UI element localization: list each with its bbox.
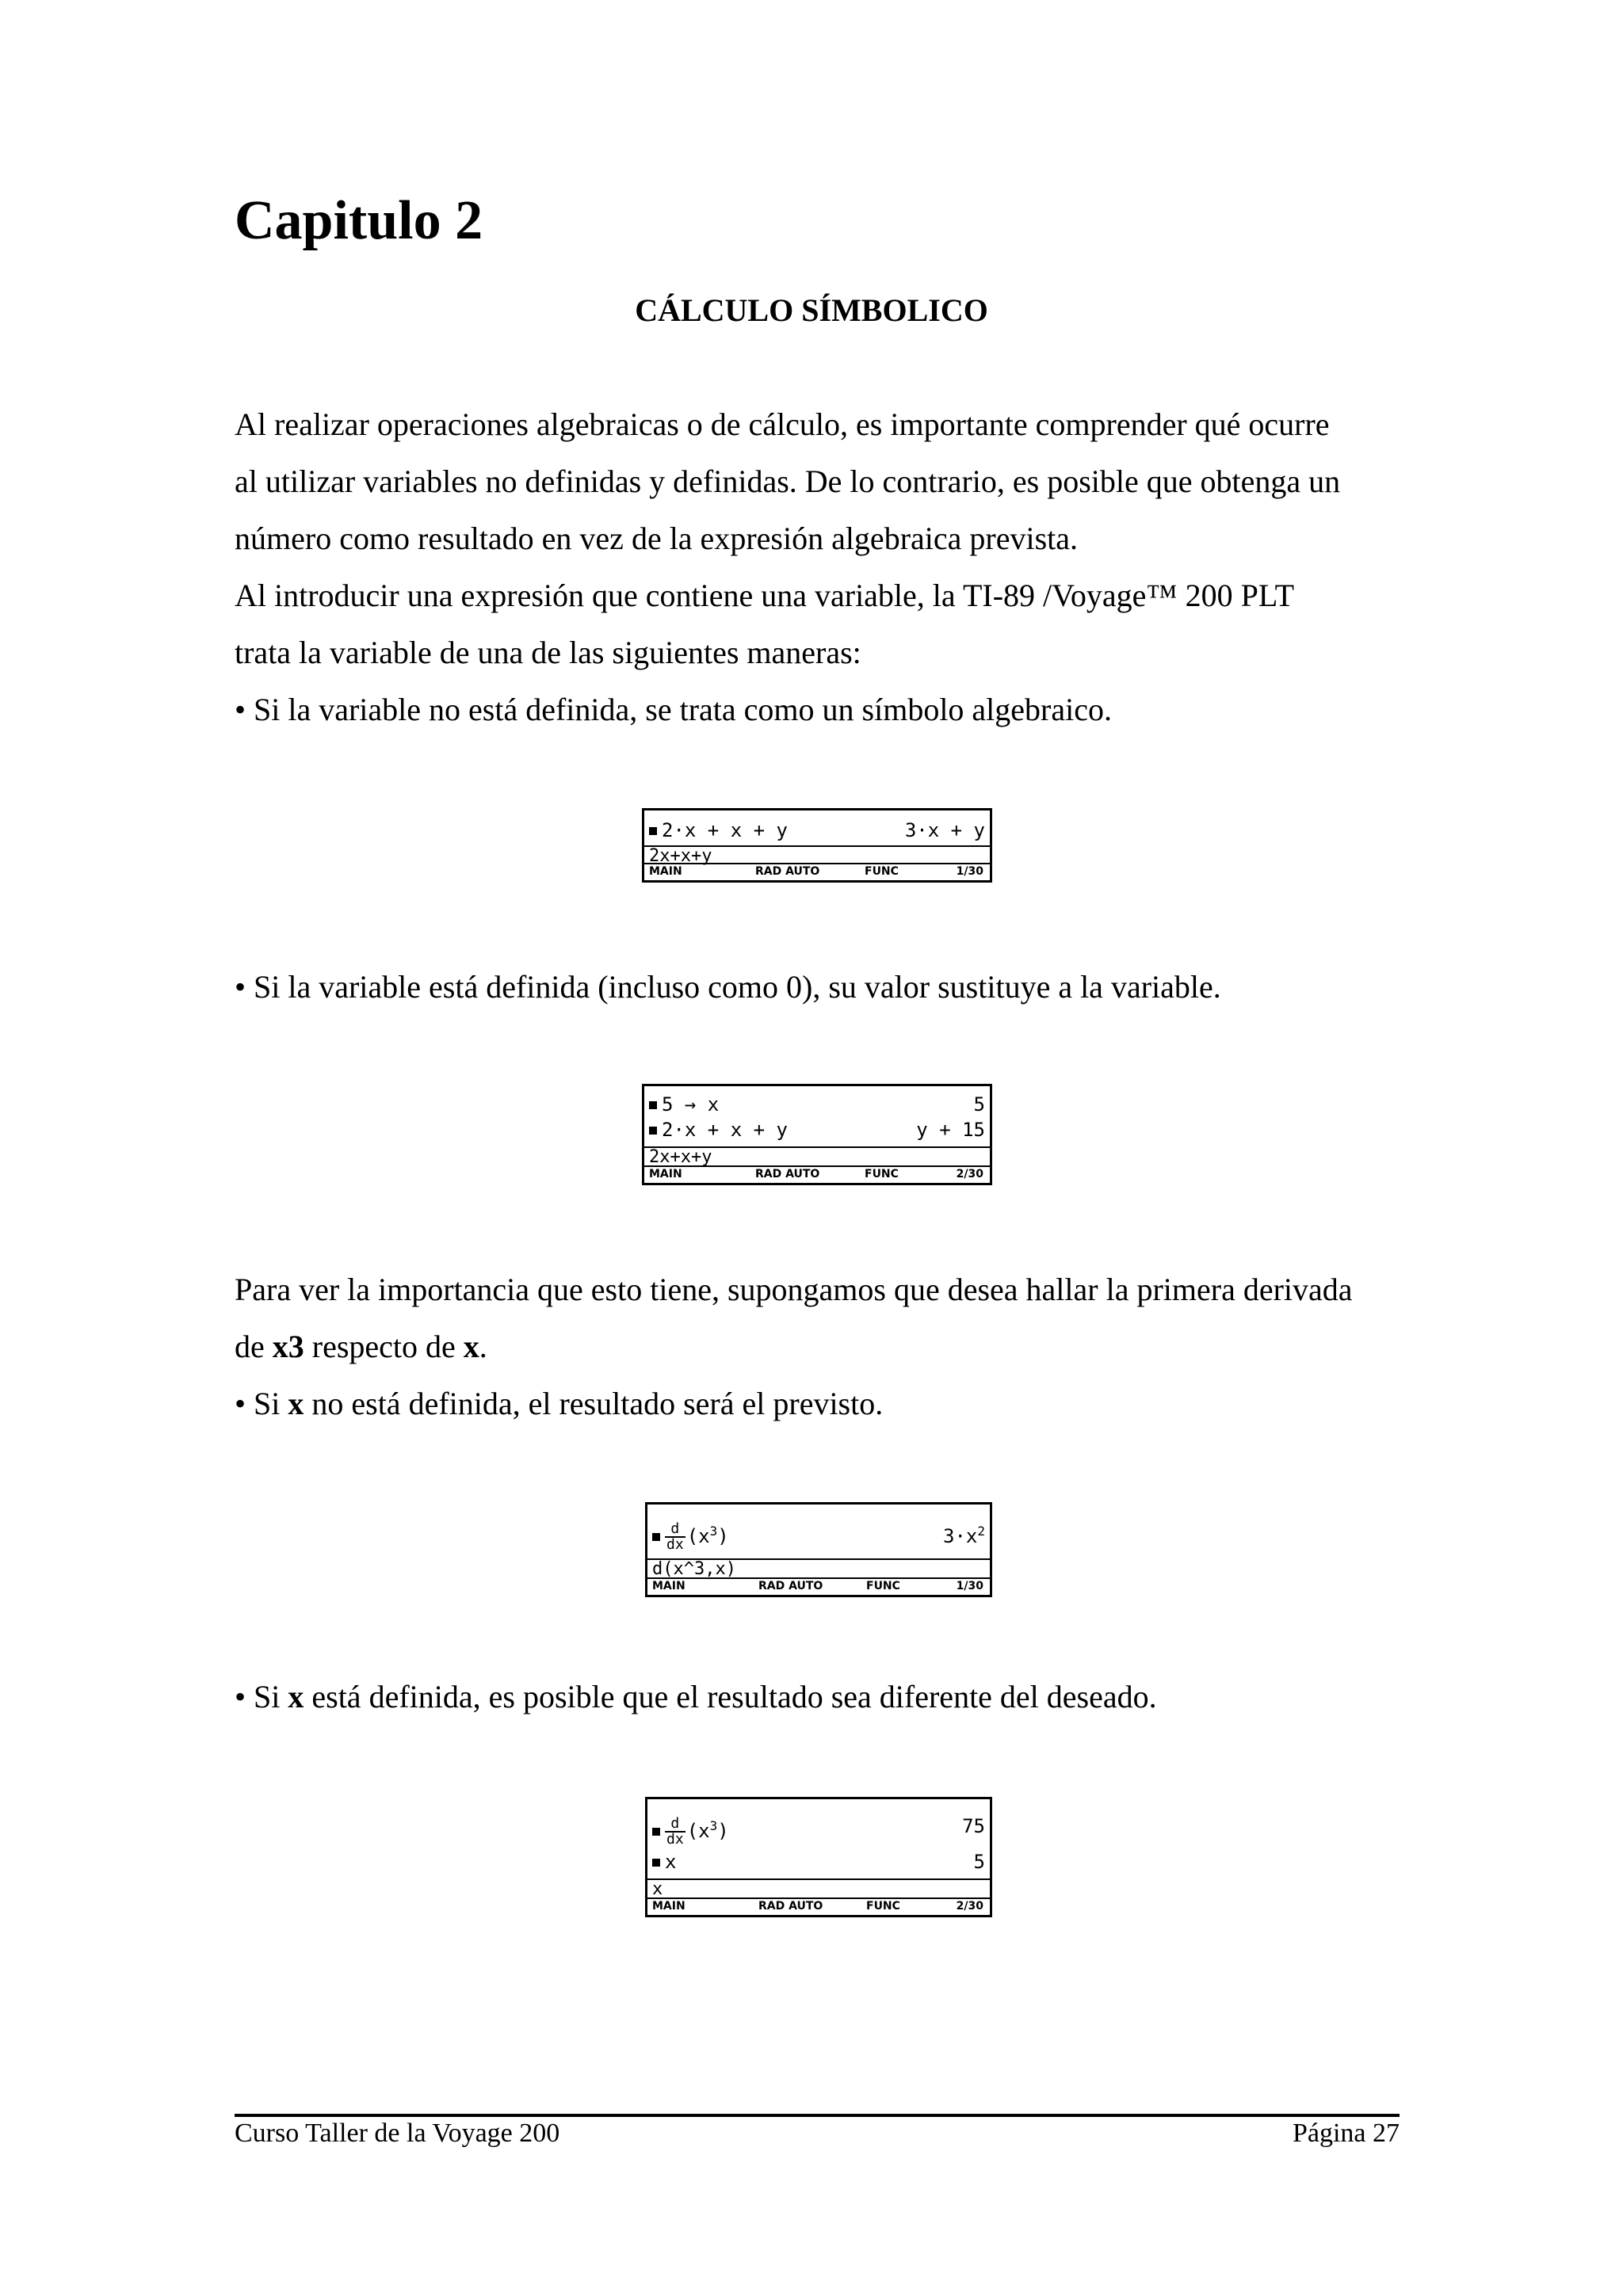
paragraph-line: trata la variable de una de las siguientes maneras: — [235, 635, 861, 670]
status-count: 2/30 — [956, 1900, 983, 1913]
status-bar — [644, 1165, 990, 1183]
entry-line: d(x^3,x) — [647, 1558, 990, 1579]
derivative-operator: $\frac{d}{dx}$ — [666, 1520, 684, 1553]
bullet-marker — [652, 1859, 660, 1867]
status-angle: RAD AUTO — [758, 1580, 823, 1592]
calculator-screen-3 — [645, 1502, 992, 1597]
history-row — [652, 1850, 985, 1874]
status-angle: RAD AUTO — [758, 1900, 823, 1913]
status-angle: RAD AUTO — [755, 865, 820, 878]
status-mode: MAIN — [652, 1580, 685, 1592]
bullet-marker — [652, 1533, 660, 1541]
history-expression: 2·x + x + y — [662, 819, 788, 841]
section-title: CÁLCULO SÍMBOLICO — [635, 292, 988, 328]
paragraph-line: número como resultado en vez de la expresión algebraica prevista. — [235, 521, 1079, 556]
paragraph-line: al utilizar variables no definidas y definidas. De lo contrario, es posible que obtenga un — [235, 463, 1341, 499]
bullet-defined-variable: • Si la variable está definida (incluso como 0), su valor sustituye a la variable. — [235, 969, 1221, 1005]
status-bar — [644, 863, 990, 880]
derivative-argument: (x — [686, 1820, 710, 1842]
calculator-screen-1 — [642, 808, 992, 883]
bullet-marker — [649, 827, 657, 835]
status-bar — [647, 1897, 990, 1915]
exponent: 3 — [709, 1818, 718, 1833]
status-mode: MAIN — [649, 865, 682, 878]
history-result: 5 — [973, 1851, 985, 1873]
history-result: 5 — [973, 1093, 985, 1116]
status-mode: MAIN — [649, 1168, 682, 1180]
calculator-screen-2 — [642, 1084, 992, 1185]
bullet-marker — [649, 1127, 657, 1135]
bullet-marker — [652, 1828, 660, 1836]
history-expression: 2·x + x + y — [662, 1119, 788, 1141]
footer-divider — [235, 2114, 1400, 2117]
status-count: 1/30 — [956, 1580, 983, 1592]
derivative-argument: (x — [686, 1525, 710, 1547]
status-graph: FUNC — [866, 1580, 900, 1592]
entry-line: 2x+x+y — [644, 845, 990, 866]
entry-line: 2x+x+y — [644, 1146, 990, 1167]
calculator-screen-4 — [645, 1797, 992, 1917]
footer-course-title: Curso Taller de la Voyage 200 — [235, 2119, 560, 2148]
paragraph-line: Al introducir una expresión que contiene una variable, la TI-89 /Voyage™ 200 PLT — [235, 578, 1295, 613]
paragraph-line: Para ver la importancia que esto tiene, supongamos que desea hallar la primera derivada — [235, 1272, 1353, 1307]
history-expression: x — [665, 1851, 677, 1873]
history-row — [649, 1093, 985, 1116]
exponent: 3 — [709, 1524, 718, 1539]
history-result: 75 — [962, 1815, 985, 1837]
history-result: y + 15 — [916, 1119, 985, 1141]
entry-line: x — [647, 1878, 990, 1899]
status-angle: RAD AUTO — [755, 1168, 820, 1180]
footer-page-number: Página 27 — [1292, 2119, 1400, 2148]
bullet-marker — [649, 1101, 657, 1109]
history-result: $3\cdot x^2$ — [943, 1524, 985, 1547]
bullet-x-defined: • Si x está definida, es posible que el resultado sea diferente del deseado. — [235, 1679, 1157, 1714]
status-bar — [647, 1577, 990, 1595]
status-graph: FUNC — [865, 1168, 899, 1180]
history-row: $\frac{d}{dx}$ $(x^3)$ 75 — [652, 1806, 985, 1847]
bullet-undefined-variable: • Si la variable no está definida, se trata como un símbolo algebraico. — [235, 692, 1112, 727]
status-count: 1/30 — [956, 865, 983, 878]
history-expression: 5 → x — [662, 1093, 720, 1116]
history-result: 3·x + y — [904, 819, 985, 841]
status-mode: MAIN — [652, 1900, 685, 1913]
status-graph: FUNC — [866, 1900, 900, 1913]
bullet-x-undefined: • Si x no está definida, el resultado será el previsto. — [235, 1386, 884, 1421]
chapter-title: Capitulo 2 — [235, 190, 483, 251]
history-row — [649, 1118, 985, 1142]
paragraph-line: de x3 respecto de x. — [235, 1329, 487, 1364]
status-count: 2/30 — [956, 1168, 983, 1180]
history-row — [649, 818, 985, 842]
derivative-operator: $\frac{d}{dx}$ — [666, 1815, 684, 1848]
history-row: $\frac{d}{dx}$ $(x^3)$ $3\cdot x^2$ — [652, 1511, 985, 1552]
status-graph: FUNC — [865, 865, 899, 878]
paragraph-line: Al realizar operaciones algebraicas o de cálculo, es importante comprender qué ocurre — [235, 406, 1330, 442]
